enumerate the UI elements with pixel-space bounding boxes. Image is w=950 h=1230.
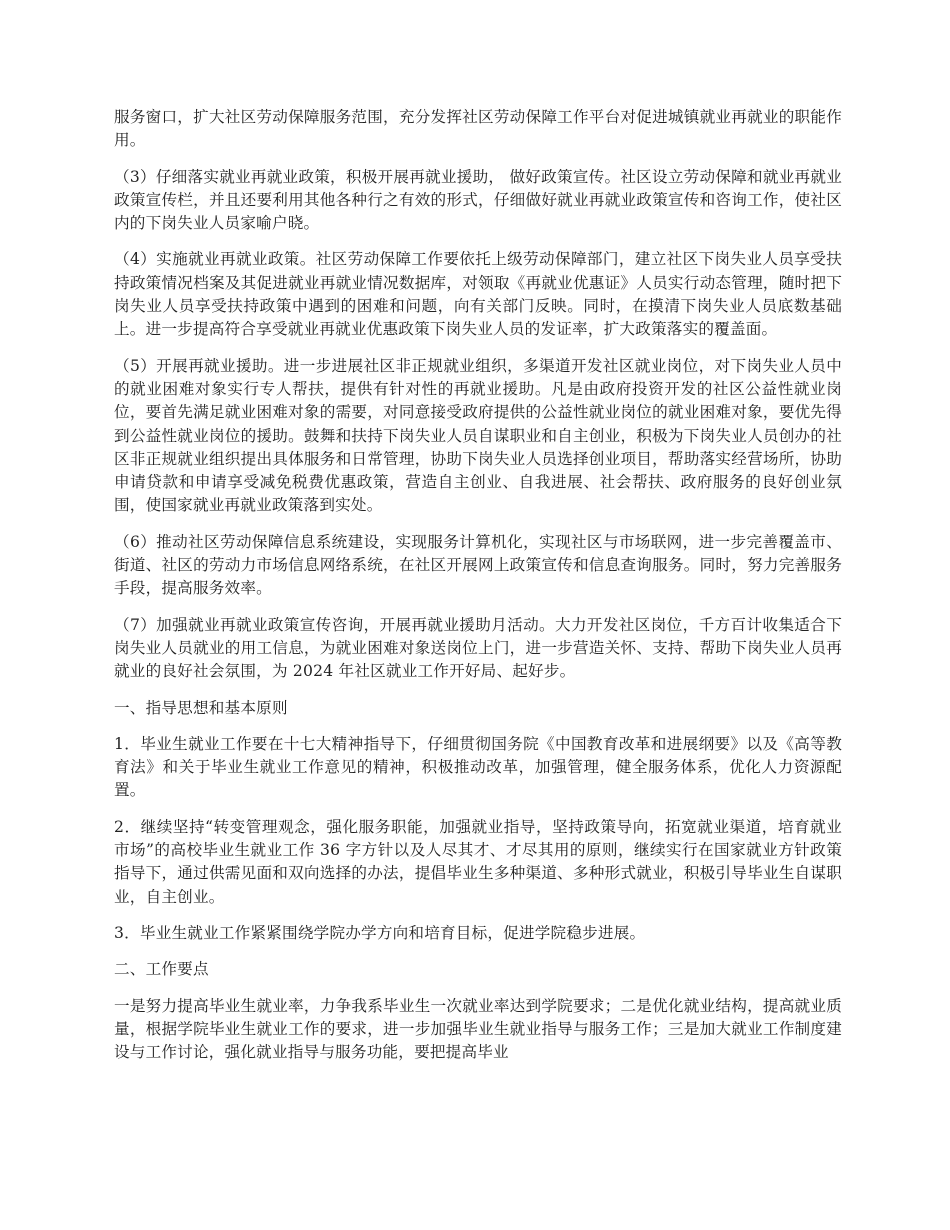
- section-heading-work-points: 二、工作要点: [114, 960, 209, 979]
- document-body: [114, 106, 842, 1077]
- paragraph-item-5: （5）开展再就业援助。进一步进展社区非正规就业组织，多渠道开发社区就业岗位，对下岗失业人员中的就业困难对象实行专人帮扶，提供有针对性的再就业援助。凡是由政府投资开发的社区公益性就业岗位，要首先满足就业困难对象的需要，对同意接受政府提供的公益性就业岗位的就业困难对象，要优先得到公益性就业岗位的援助。鼓舞和扶持下岗失业人员自谋职业和自主创业，积极为下岗失业人员创办的社区非正规就业组织提出具体服务和日常管理，协助下岗失业人员选择创业项目，帮助落实经营场所，协助申请贷款和申请享受减免税费优惠政策，营造自主创业、自我进展、社会帮扶、政府服务的良好创业氛围，使国家就业再就业政策落到实处。: [114, 356, 842, 515]
- paragraph-item-6: （6）推动社区劳动保障信息系统建设，实现服务计算机化，实现社区与市场联网，进一步完善覆盖市、街道、社区的劳动力市场信息网络系统，在社区开展网上政策宣传和信息查询服务。同时，努力完善服务手段，提高服务效率。: [114, 532, 842, 598]
- paragraph-principle-2: 2．继续坚持“转变管理观念，强化服务职能，加强就业指导，坚持政策导向，拓宽就业渠道，培育就业市场”的高校毕业生就业工作 36 字方针以及人尽其才、才尽其用的原则，继续实行在国家就业方针政策指导下，通过供需见面和双向选择的办法，提倡毕业生多种渠道、多种形式就业，积极引导毕业生自谋职业，自主创业。: [114, 817, 842, 906]
- paragraph-item-7: （7）加强就业再就业政策宣传咨询，开展再就业援助月活动。大力开发社区岗位，千方百计收集适合下岗失业人员就业的用工信息，为就业困难对象送岗位上门，进一步营造关怀、支持、帮助下岗失业人员再就业的良好社会氛围，为 2024 年社区就业工作开好局、起好步。: [114, 615, 842, 681]
- paragraph-principle-3: 3．毕业生就业工作紧紧围绕学院办学方向和培育目标，促进学院稳步进展。: [114, 923, 646, 942]
- paragraph-principle-1: 1．毕业生就业工作要在十七大精神指导下，仔细贯彻国务院《中国教育改革和进展纲要》以及《高等教育法》和关于毕业生就业工作意见的精神，积极推动改革，加强管理，健全服务体系，优化人力资源配置。: [114, 734, 842, 800]
- section-heading-guiding-principles: 一、指导思想和基本原则: [114, 698, 288, 717]
- paragraph-item-4: （4）实施就业再就业政策。社区劳动保障工作要依托上级劳动保障部门，建立社区下岗失业人员享受扶持政策情况档案及其促进就业再就业情况数据库，对领取《再就业优惠证》人员实行动态管理，随时把下岗失业人员享受扶持政策中遇到的困难和问题，向有关部门反映。同时，在摸清下岗失业人员底数基础上。进一步提高符合享受就业再就业优惠政策下岗失业人员的发证率，扩大政策落实的覆盖面。: [114, 250, 842, 339]
- paragraph-item-3: （3）仔细落实就业再就业政策，积极开展再就业援助， 做好政策宣传。社区设立劳动保障和就业再就业政策宣传栏，并且还要利用其他各种行之有效的形式，仔细做好就业再就业政策宣传和咨询工作，使社区内的下岗失业人员家喻户晓。: [114, 167, 842, 233]
- paragraph-window-service: 服务窗口，扩大社区劳动保障服务范围，充分发挥社区劳动保障工作平台对促进城镇就业再就业的职能作用。: [114, 108, 842, 150]
- paragraph-work-points: 一是努力提高毕业生就业率，力争我系毕业生一次就业率达到学院要求；二是优化就业结构，提高就业质量，根据学院毕业生就业工作的要求，进一步加强毕业生就业指导与服务工作；三是加大就业工作制度建设与工作讨论，强化就业指导与服务功能，要把提高毕业: [114, 996, 842, 1062]
